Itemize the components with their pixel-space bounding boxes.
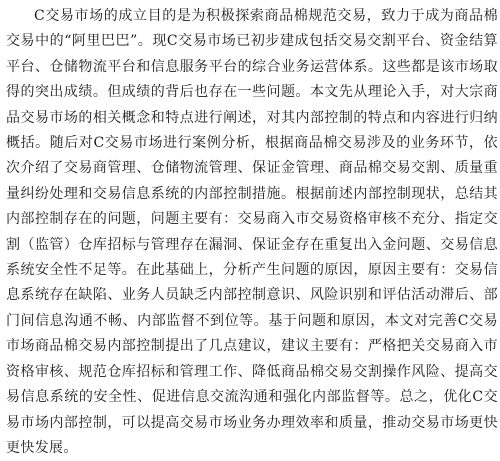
abstract-paragraph: C交易市场的成立目的是为积极探索商品棉规范交易，致力于成为商品棉交易中的“阿里巴巴”。现C交易市场已初步建成包括交易交割平台、资金结算平台、仓储物流平台和信息服务平台的综合业务运营体系。这些都是该市场取得的突出成绩。但成绩的背后也存在一些问题。本文先从理论入手，对大宗商品交易市场的相关概念和特点进行阐述，对其内部控制的特点和内容进行归纳概括。随后对C交易市场进行案例分析，根据商品棉交易涉及的业务环节，依次介绍了交易商管理、仓储物流管理、保证金管理、商品棉交易交割、质量重量纠纷处理和交易信息系统的内部控制措施。根据前述内部控制现状，总结其内部控制存在的问题，问题主要有：交易商入市交易资格审核不充分、指定交割（监管）仓库招标与管理存在漏洞、保证金存在重复出入金问题、交易信息系统安全性不足等。在此基础上，分析产生问题的原因，原因主要有：交易信息系统存在缺陷、业务人员缺乏内部控制意识、风险识别和评估活动滞后、部门间信息沟通不畅、内部监督不到位等。基于问题和原因，本文对完善C交易市场商品棉交易内部控制提出了几点建议，建议主要有：严格把关交易商入市资格审核、规范仓库招标和管理工作、降低商品棉交易交割操作风险、提高交易信息系统的安全性、促进信息交流沟通和强化内部监督等。总之，优化C交易市场内部控制，可以提高交易市场业务办理效率和质量，推动交易市场更快更快发展。 [6, 8, 498, 456]
